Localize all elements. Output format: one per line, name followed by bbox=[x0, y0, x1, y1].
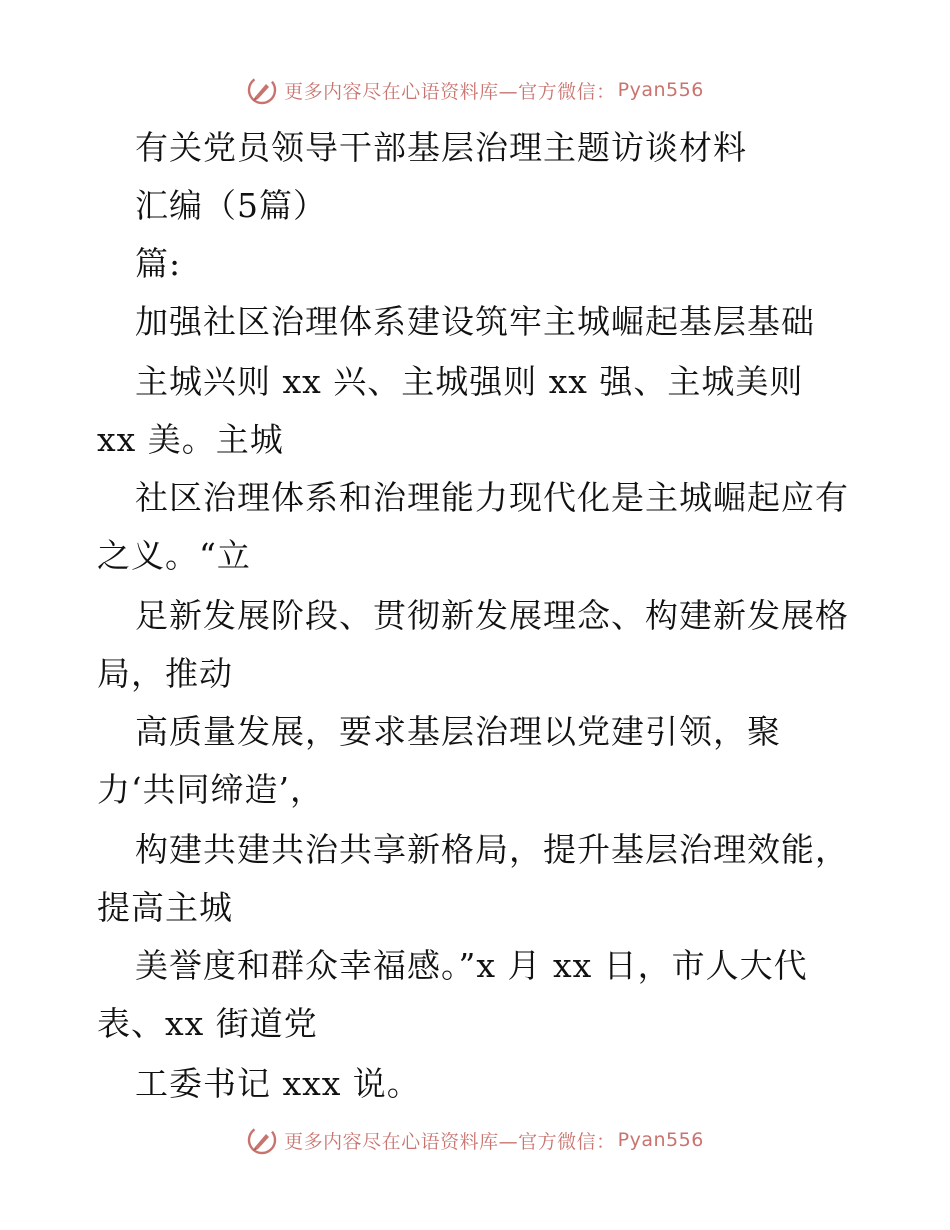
pen-logo-icon bbox=[246, 1124, 278, 1156]
paragraph-line: 表、xx 街道党 bbox=[97, 1004, 318, 1043]
paragraph-line: 之义。“立 bbox=[97, 536, 251, 575]
paragraph-line: 主城兴则 xx 兴、主城强则 xx 强、主城美则 bbox=[135, 362, 804, 401]
paragraph-line: xx 美。主城 bbox=[97, 420, 284, 459]
footer-watermark bbox=[0, 1124, 950, 1156]
paragraph-line: 美誉度和群众幸福感。”x 月 xx 日，市人大代 bbox=[135, 946, 808, 985]
article-heading: 加强社区治理体系建设筑牢主城崛起基层基础 bbox=[135, 302, 815, 341]
pen-logo-icon bbox=[246, 74, 278, 106]
paragraph-line: 局，推动 bbox=[97, 654, 233, 693]
watermark-wechat-id: Pyan556 bbox=[617, 79, 704, 101]
document-title-line-2: 汇编（5篇） bbox=[135, 186, 327, 225]
section-label: 篇: bbox=[135, 244, 182, 283]
watermark-label: 更多内容尽在心语资料库—官方微信： bbox=[284, 1130, 616, 1153]
paragraph-line: 构建共建共治共享新格局，提升基层治理效能， bbox=[135, 830, 849, 869]
paragraph-line: 社区治理体系和治理能力现代化是主城崛起应有 bbox=[135, 478, 849, 517]
paragraph-line: 提高主城 bbox=[97, 888, 233, 927]
paragraph-line: 工委书记 xxx 说。 bbox=[135, 1064, 421, 1103]
paragraph-line: 力‘共同缔造’， bbox=[97, 770, 324, 809]
header-watermark bbox=[0, 74, 950, 106]
document-title-line-1: 有关党员领导干部基层治理主题访谈材料 bbox=[135, 128, 747, 167]
paragraph-line: 高质量发展，要求基层治理以党建引领，聚 bbox=[135, 712, 781, 751]
paragraph-line: 足新发展阶段、贯彻新发展理念、构建新发展格 bbox=[135, 596, 849, 635]
watermark-label: 更多内容尽在心语资料库—官方微信： bbox=[284, 80, 616, 103]
watermark-wechat-id: Pyan556 bbox=[617, 1129, 704, 1151]
